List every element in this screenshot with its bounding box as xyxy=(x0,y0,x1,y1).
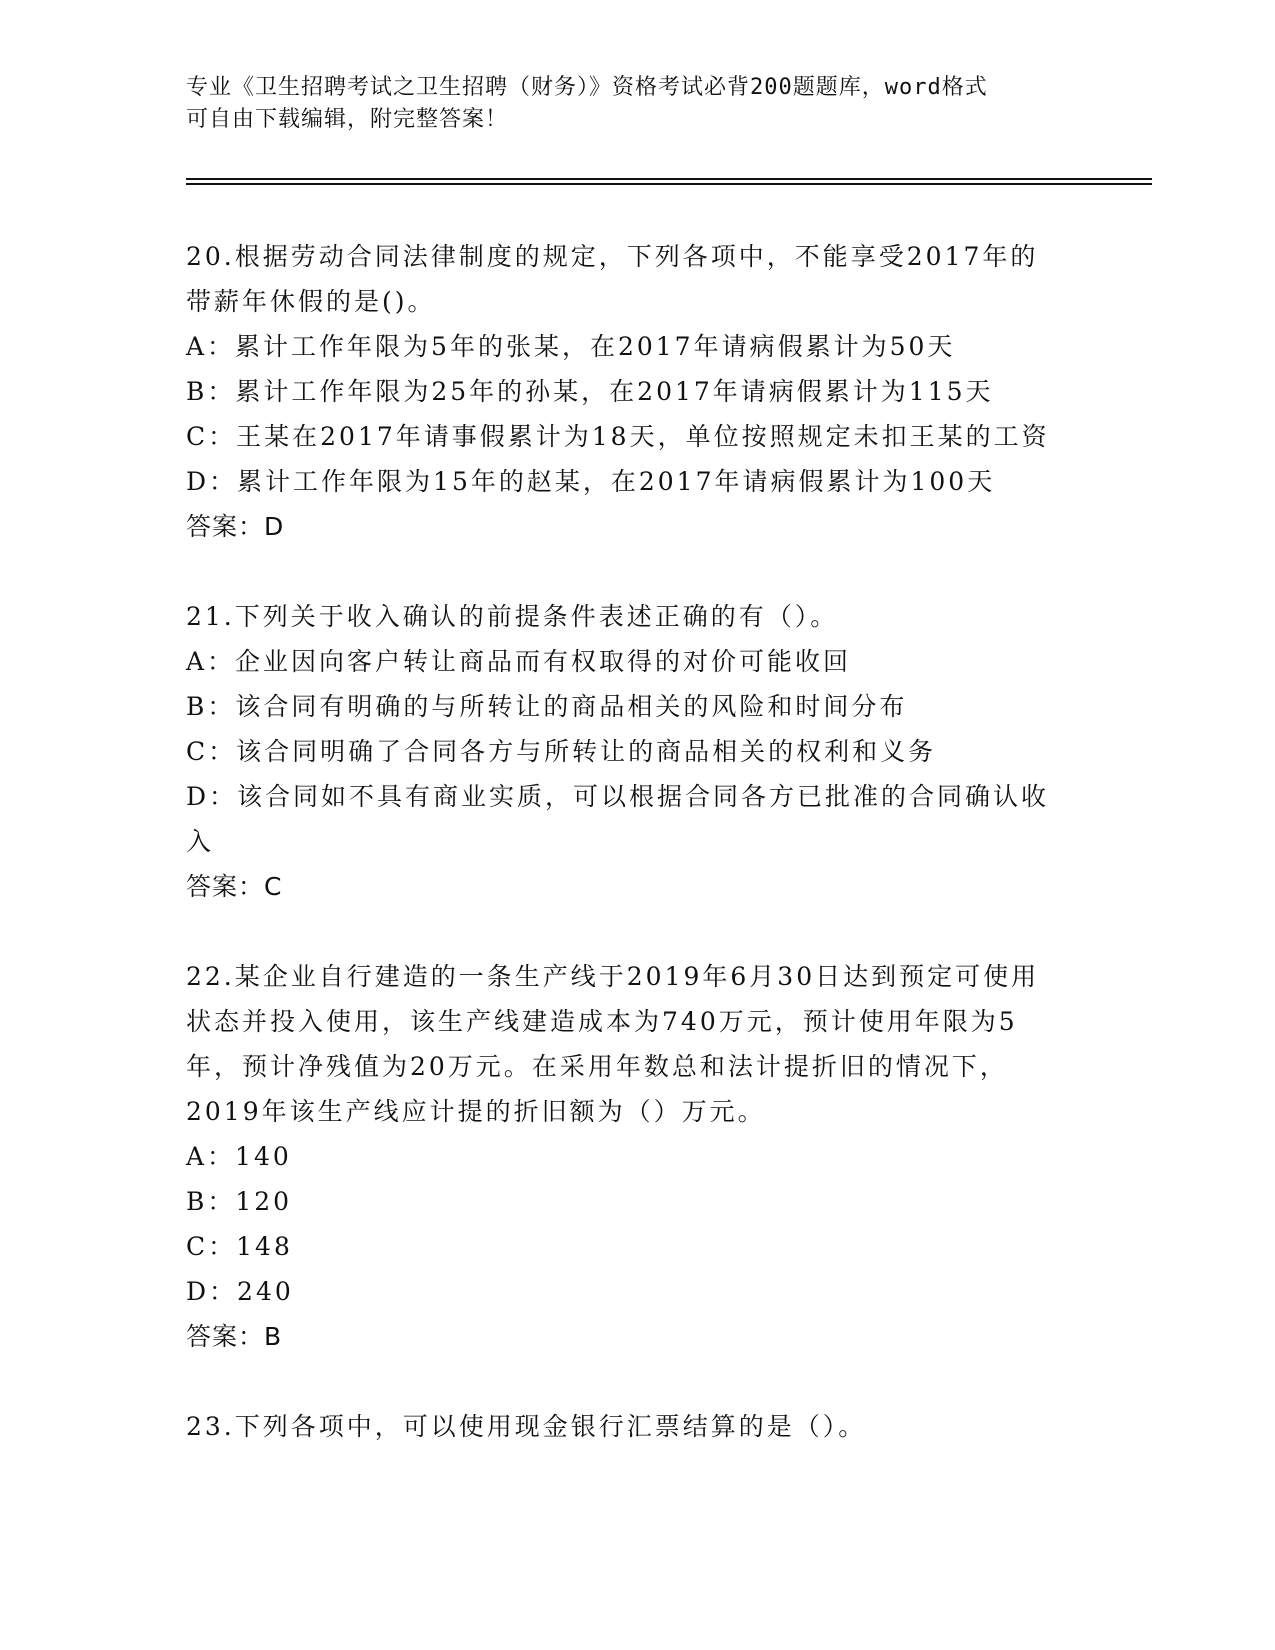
option-d: D：240 xyxy=(186,1277,294,1306)
header-divider xyxy=(186,183,1152,185)
option-d-continued: 入 xyxy=(186,827,215,856)
question-stem: 状态并投入使用，该生产线建造成本为740万元，预计使用年限为5 xyxy=(186,1007,1018,1036)
option-d: D：累计工作年限为15年的赵某，在2017年请病假累计为100天 xyxy=(186,467,996,496)
question-stem: 带薪年休假的是()。 xyxy=(186,287,436,316)
spacer xyxy=(186,549,1086,594)
option-a: A：累计工作年限为5年的张某，在2017年请病假累计为50天 xyxy=(186,332,956,361)
question-stem: 2019年该生产线应计提的折旧额为（）万元。 xyxy=(186,1097,766,1126)
option-a: A：140 xyxy=(186,1142,292,1171)
document-header xyxy=(186,72,1086,136)
option-c: C：该合同明确了合同各方与所转让的商品相关的权利和义务 xyxy=(186,737,937,766)
header-divider xyxy=(186,178,1152,180)
spacer xyxy=(186,1359,1086,1404)
header-line: 专业《卫生招聘考试之卫生招聘（财务）》资格考试必背200题题库，word格式 xyxy=(186,75,988,100)
option-b: B：120 xyxy=(186,1187,293,1216)
question-block xyxy=(186,234,1086,549)
answer-label: 答案：C xyxy=(186,872,283,901)
header-line: 可自由下载编辑，附完整答案！ xyxy=(186,107,509,132)
option-d: D：该合同如不具有商业实质，可以根据合同各方已批准的合同确认收 xyxy=(186,782,1050,811)
answer-label: 答案：B xyxy=(186,1322,283,1351)
question-stem: 22.某企业自行建造的一条生产线于2019年6月30日达到预定可使用 xyxy=(186,962,1040,991)
option-b: B：该合同有明确的与所转让的商品相关的风险和时间分布 xyxy=(186,692,908,721)
question-stem: 年，预计净残值为20万元。在采用年数总和法计提折旧的情况下， xyxy=(186,1052,1008,1081)
option-b: B：累计工作年限为25年的孙某，在2017年请病假累计为115天 xyxy=(186,377,994,406)
answer-label: 答案：D xyxy=(186,512,285,541)
question-stem: 23.下列各项中，可以使用现金银行汇票结算的是（）。 xyxy=(186,1412,867,1441)
question-stem: 21.下列关于收入确认的前提条件表述正确的有（）。 xyxy=(186,602,839,631)
option-c: C：148 xyxy=(186,1232,293,1261)
question-stem: 20.根据劳动合同法律制度的规定，下列各项中，不能享受2017年的 xyxy=(186,242,1039,271)
question-block xyxy=(186,1404,1086,1449)
question-block xyxy=(186,954,1086,1359)
spacer xyxy=(186,909,1086,954)
option-c: C：王某在2017年请事假累计为18天，单位按照规定未扣王某的工资 xyxy=(186,422,1050,451)
question-block xyxy=(186,594,1086,909)
question-list xyxy=(186,234,1086,1449)
option-a: A：企业因向客户转让商品而有权取得的对价可能收回 xyxy=(186,647,852,676)
